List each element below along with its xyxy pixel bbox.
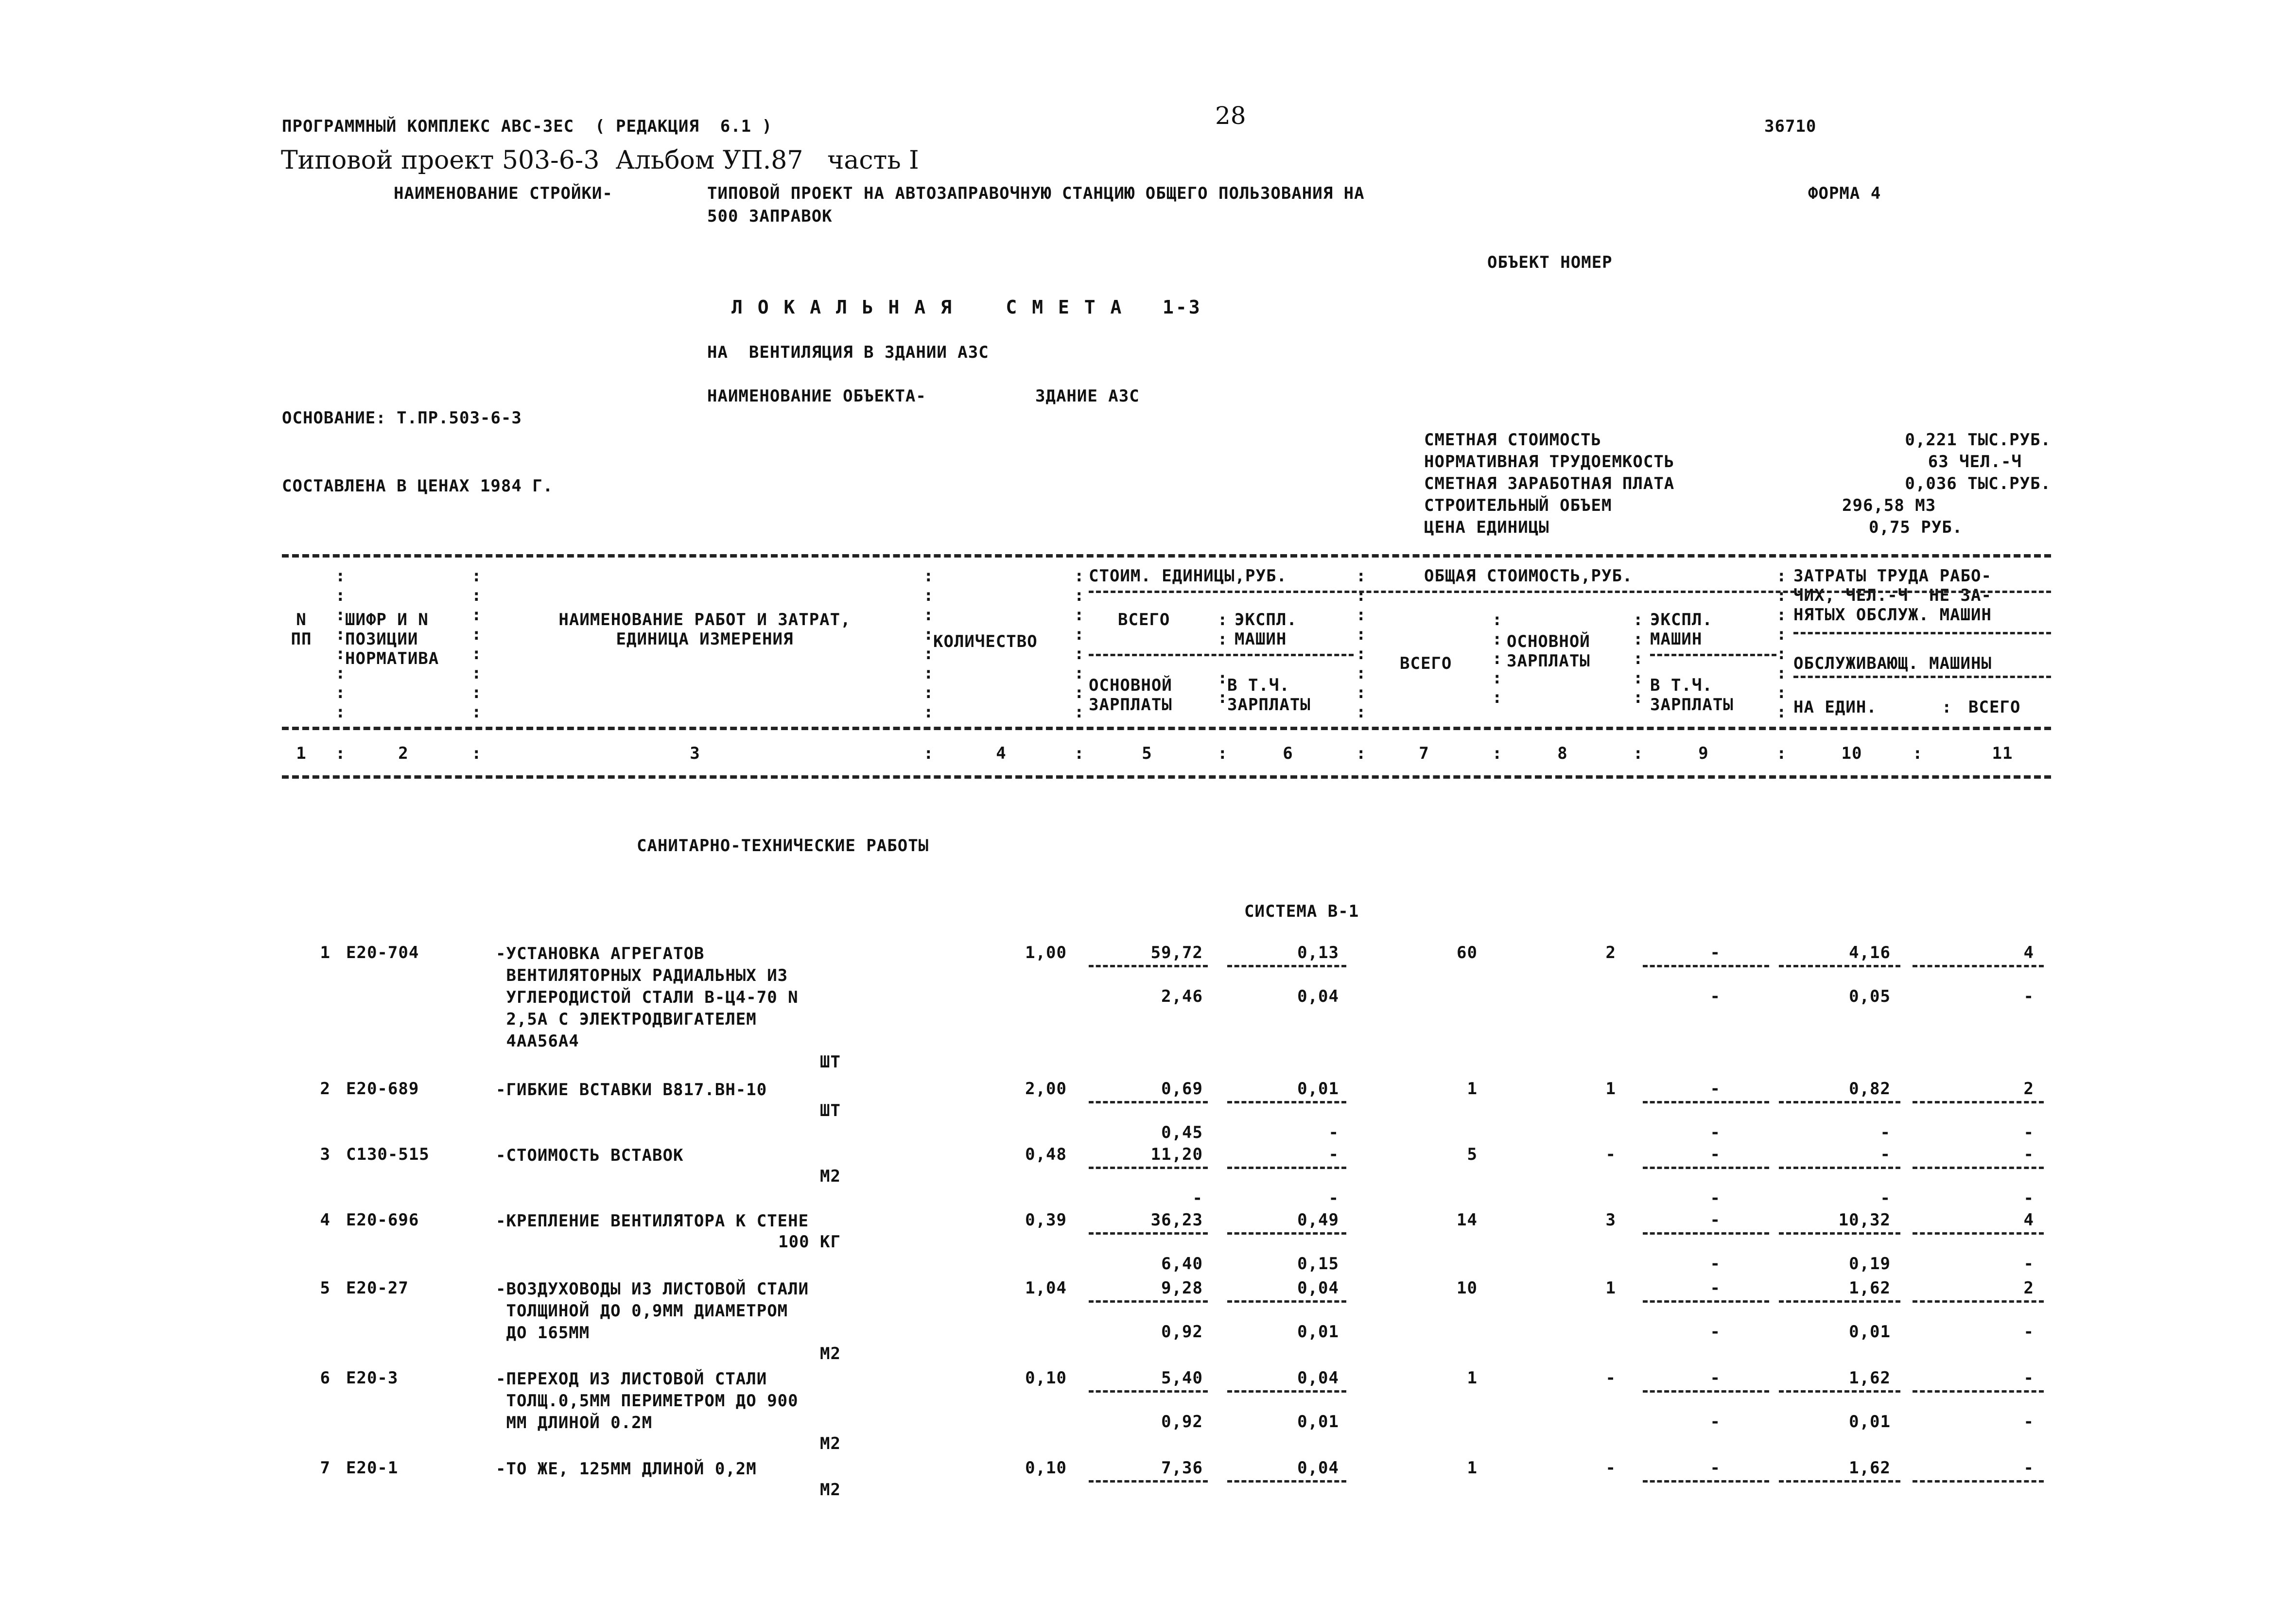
header-inner-rule [1650, 654, 1776, 656]
row-cell-c10: 1,62 [1849, 1458, 1891, 1478]
row-subcell-c9b: - [1710, 1123, 1721, 1142]
object-number: ОБЪЕКТ НОМЕР [1487, 253, 1613, 272]
row-subcell-c10b: 0,05 [1849, 987, 1891, 1006]
row-cell-qty: 2,00 [1025, 1079, 1067, 1099]
row-cell-c7: 10 [1457, 1278, 1478, 1298]
header-total-basic-wage: ОСНОВНОЙ ЗАРПЛАТЫ [1507, 632, 1590, 671]
row-sub-rule [1913, 1232, 2044, 1235]
row-cell-qty: 0,48 [1025, 1145, 1067, 1164]
row-number: 1 [320, 943, 330, 962]
row-subcell-c11b: - [2023, 987, 2034, 1006]
form-number: ФОРМА 4 [1808, 184, 1881, 203]
object-name-value: ЗДАНИЕ АЗС [1035, 386, 1140, 406]
row-cell-c8: - [1605, 1368, 1616, 1388]
header-labor-per-unit: НА ЕДИН. [1793, 698, 1877, 717]
row-subcell-c10b: 0,01 [1849, 1322, 1891, 1342]
header-unit-incl-wage: В Т.Ч. ЗАРПЛАТЫ [1227, 676, 1311, 715]
row-cell-c9: - [1710, 1210, 1721, 1230]
row-cell-c9: - [1710, 1079, 1721, 1099]
header-col-code: ШИФР И N ПОЗИЦИИ НОРМАТИВА [345, 610, 439, 668]
header-unit-cost: СТОИМ. ЕДИНИЦЫ,РУБ. [1089, 566, 1287, 586]
row-sub-rule [1913, 1101, 2044, 1103]
row-subcell-c10b: - [1880, 1123, 1891, 1142]
price-basis: СОСТАВЛЕНА В ЦЕНАХ 1984 Г. [282, 476, 554, 496]
row-name: -СТОИМОСТЬ ВСТАВОК [496, 1146, 684, 1165]
row-code: Е20-27 [346, 1278, 409, 1298]
row-cell-c11: - [2023, 1145, 2034, 1164]
row-subcell-c6b: - [1328, 1188, 1339, 1208]
document-code: 36710 [1764, 117, 1817, 136]
row-subcell-c10b: 0,01 [1849, 1412, 1891, 1432]
row-sub-rule [1089, 1232, 1208, 1235]
column-number: 6 [1283, 744, 1293, 763]
row-sub-rule [1643, 1300, 1769, 1303]
row-subcell-c9b: - [1710, 1188, 1721, 1208]
row-cell-c7: 1 [1467, 1368, 1478, 1388]
column-number: 4 [996, 744, 1007, 763]
row-cell-c6: - [1328, 1145, 1339, 1164]
row-cell-c9: - [1710, 1278, 1721, 1298]
row-subcell-c6b: - [1328, 1123, 1339, 1142]
row-code: Е20-1 [346, 1458, 399, 1478]
row-sub-rule [1779, 1390, 1900, 1393]
row-cell-c8: - [1605, 1145, 1616, 1164]
row-subcell-c6b: 0,01 [1297, 1412, 1339, 1432]
header-total-cost: ОБЩАЯ СТОИМОСТЬ,РУБ. [1424, 566, 1633, 586]
row-unit: М2 [820, 1344, 841, 1363]
row-cell-c6: 0,13 [1297, 943, 1339, 962]
row-number: 3 [320, 1145, 330, 1164]
row-cell-c5: 7,36 [1161, 1458, 1203, 1478]
row-subcell-c6b: 0,15 [1297, 1254, 1339, 1274]
row-cell-c7: 5 [1467, 1145, 1478, 1164]
column-number: 5 [1142, 744, 1152, 763]
row-sub-rule [1089, 1480, 1208, 1483]
row-cell-qty: 0,39 [1025, 1210, 1067, 1230]
row-unit: 100 КГ [778, 1232, 841, 1252]
row-cell-c6: 0,01 [1297, 1079, 1339, 1099]
row-name: -ПЕРЕХОД ИЗ ЛИСТОВОЙ СТАЛИ ТОЛЩ.0,5ММ ПЕРИМЕТРОМ ДО 900 ММ ДЛИНОЙ 0.2М [496, 1369, 799, 1432]
column-number: 1 [296, 744, 307, 763]
row-name: -ВОЗДУХОВОДЫ ИЗ ЛИСТОВОЙ СТАЛИ ТОЛЩИНОЙ ДО 0,9ММ ДИАМЕТРОМ ДО 165ММ [496, 1279, 809, 1343]
column-number: 8 [1557, 744, 1568, 763]
page-number: 28 [1215, 102, 1246, 130]
header-labor: ЗАТРАТЫ ТРУДА РАБО- ЧИХ, ЧЕЛ.-Ч НЕ ЗА- НЯТЫХ ОБСЛУЖ. МАШИН [1793, 566, 1992, 625]
row-unit: М2 [820, 1434, 841, 1453]
row-cell-c10: 4,16 [1849, 943, 1891, 962]
row-code: Е20-696 [346, 1210, 419, 1230]
row-number: 6 [320, 1368, 330, 1388]
row-cell-c6: 0,49 [1297, 1210, 1339, 1230]
row-cell-c11: - [2023, 1458, 2034, 1478]
row-code: Е20-3 [346, 1368, 399, 1388]
row-cell-c7: 1 [1467, 1458, 1478, 1478]
row-sub-rule [1913, 1300, 2044, 1303]
row-cell-c11: 4 [2023, 943, 2034, 962]
row-cell-c10: - [1880, 1145, 1891, 1164]
summary-value: 63 ЧЕЛ.-Ч [1928, 452, 2022, 472]
table-top-rule [282, 554, 2051, 558]
row-cell-c7: 14 [1457, 1210, 1478, 1230]
row-code: Е20-704 [346, 943, 419, 962]
row-subcell-c11b: - [2023, 1254, 2034, 1274]
row-cell-c6: 0,04 [1297, 1368, 1339, 1388]
row-cell-c9: - [1710, 1368, 1721, 1388]
basis: ОСНОВАНИЕ: Т.ПР.503-6-3 [282, 408, 522, 428]
header-inner-rule [1089, 654, 1354, 656]
row-sub-rule [1089, 1167, 1208, 1169]
project-title: Типовой проект 503-6-3 Альбом УП.87 часть I [281, 146, 919, 175]
row-cell-c9: - [1710, 1458, 1721, 1478]
row-sub-rule [1643, 1232, 1769, 1235]
row-sub-rule [1643, 1480, 1769, 1483]
row-code: С130-515 [346, 1145, 430, 1164]
row-subcell-c11b: - [2023, 1322, 2034, 1342]
row-subcell-c9b: - [1710, 1322, 1721, 1342]
column-number: 2 [398, 744, 409, 763]
row-sub-rule [1089, 1300, 1208, 1303]
row-cell-c7: 60 [1457, 943, 1478, 962]
summary-label: СМЕТНАЯ СТОИМОСТЬ [1424, 430, 1601, 450]
row-sub-rule [1643, 1167, 1769, 1169]
row-cell-c9: - [1710, 943, 1721, 962]
summary-label: ЦЕНА ЕДИНИЦЫ [1424, 518, 1549, 537]
header-inner-rule [1793, 676, 2051, 678]
row-cell-c6: 0,04 [1297, 1278, 1339, 1298]
row-cell-c6: 0,04 [1297, 1458, 1339, 1478]
header-labor-service: ОБСЛУЖИВАЮЩ. МАШИНЫ [1793, 654, 1992, 673]
row-cell-c9: - [1710, 1145, 1721, 1164]
summary-value: 0,221 ТЫС.РУБ. [1905, 430, 2051, 450]
header-inner-rule [1793, 632, 2051, 634]
row-unit: ШТ [820, 1101, 841, 1120]
row-sub-rule [1227, 1232, 1346, 1235]
row-name: -ТО ЖЕ, 125ММ ДЛИНОЙ 0,2М [496, 1459, 757, 1479]
row-number: 4 [320, 1210, 330, 1230]
row-subcell-c10b: - [1880, 1188, 1891, 1208]
program-name: ПРОГРАММНЫЙ КОМПЛЕКС АВС-3ЕС ( РЕДАКЦИЯ 6.1 ) [282, 117, 773, 136]
row-cell-c5: 9,28 [1161, 1278, 1203, 1298]
header-total-incl-wage: В Т.Ч. ЗАРПЛАТЫ [1650, 676, 1734, 715]
row-cell-c5: 11,20 [1150, 1145, 1203, 1164]
row-subcell-c5b: - [1192, 1188, 1203, 1208]
construction-value: ТИПОВОЙ ПРОЕКТ НА АВТОЗАПРАВОЧНУЮ СТАНЦИЮ ОБЩЕГО ПОЛЬЗОВАНИЯ НА [707, 184, 1365, 203]
row-sub-rule [1779, 1101, 1900, 1103]
numbers-bottom-rule [282, 775, 2051, 779]
row-cell-c10: 10,32 [1838, 1210, 1891, 1230]
row-cell-qty: 0,10 [1025, 1368, 1067, 1388]
row-sub-rule [1913, 1390, 2044, 1393]
construction-value-2: 500 ЗАПРАВОК [707, 207, 833, 226]
row-number: 5 [320, 1278, 330, 1298]
header-unit-total: ВСЕГО [1118, 610, 1170, 629]
column-number: 7 [1419, 744, 1429, 763]
row-cell-c10: 0,82 [1849, 1079, 1891, 1099]
row-sub-rule [1779, 1167, 1900, 1169]
summary-label: СМЕТНАЯ ЗАРАБОТНАЯ ПЛАТА [1424, 474, 1675, 493]
row-cell-c11: 2 [2023, 1079, 2034, 1099]
column-number: 11 [1992, 744, 2013, 763]
row-subcell-c6b: 0,01 [1297, 1322, 1339, 1342]
summary-label: СТРОИТЕЛЬНЫЙ ОБЪЕМ [1424, 496, 1612, 515]
header-unit-basic-wage: ОСНОВНОЙ ЗАРПЛАТЫ [1089, 676, 1172, 715]
construction-label: НАИМЕНОВАНИЕ СТРОЙКИ- [394, 184, 613, 203]
row-sub-rule [1779, 965, 1900, 967]
row-cell-c5: 5,40 [1161, 1368, 1203, 1388]
row-cell-c8: 2 [1605, 943, 1616, 962]
row-sub-rule [1913, 1480, 2044, 1483]
row-name: -УСТАНОВКА АГРЕГАТОВ ВЕНТИЛЯТОРНЫХ РАДИАЛЬНЫХ ИЗ УГЛЕРОДИСТОЙ СТАЛИ В-Ц4-70 N 2,5А С ЭЛЕКТРОДВИГАТЕЛЕМ 4АА56А4 [496, 944, 799, 1051]
header-inner-rule [1089, 591, 2051, 593]
header-total-all: ВСЕГО [1400, 654, 1452, 673]
row-cell-c11: 4 [2023, 1210, 2034, 1230]
row-sub-rule [1089, 1101, 1208, 1103]
row-unit: М2 [820, 1480, 841, 1500]
row-cell-c5: 36,23 [1150, 1210, 1203, 1230]
row-subcell-c9b: - [1710, 987, 1721, 1006]
row-number: 2 [320, 1079, 330, 1099]
row-unit: ШТ [820, 1052, 841, 1072]
row-subcell-c6b: 0,04 [1297, 987, 1339, 1006]
row-number: 7 [320, 1458, 330, 1478]
row-cell-c11: - [2023, 1368, 2034, 1388]
row-cell-c11: 2 [2023, 1278, 2034, 1298]
section-title: САНИТАРНО-ТЕХНИЧЕСКИЕ РАБОТЫ [637, 836, 929, 856]
estimate-subtitle: НА ВЕНТИЛЯЦИЯ В ЗДАНИИ АЗС [707, 343, 989, 362]
row-cell-c8: 1 [1605, 1079, 1616, 1099]
row-cell-qty: 1,00 [1025, 943, 1067, 962]
header-col-name: НАИМЕНОВАНИЕ РАБОТ И ЗАТРАТ, ЕДИНИЦА ИЗМЕРЕНИЯ [558, 610, 851, 649]
summary-label: НОРМАТИВНАЯ ТРУДОЕМКОСТЬ [1424, 452, 1675, 472]
row-sub-rule [1227, 1167, 1346, 1169]
row-cell-c5: 0,69 [1161, 1079, 1203, 1099]
row-subcell-c5b: 0,92 [1161, 1322, 1203, 1342]
summary-value: 0,75 РУБ. [1869, 518, 1963, 537]
row-subcell-c5b: 0,92 [1161, 1412, 1203, 1432]
row-sub-rule [1227, 1480, 1346, 1483]
system-title: СИСТЕМА В-1 [1244, 902, 1359, 921]
estimate-title: Л О К А Л Ь Н А Я С М Е Т А 1-3 [731, 297, 1202, 318]
object-name-label: НАИМЕНОВАНИЕ ОБЪЕКТА- [707, 386, 926, 406]
row-subcell-c5b: 2,46 [1161, 987, 1203, 1006]
row-cell-c8: 3 [1605, 1210, 1616, 1230]
row-cell-qty: 0,10 [1025, 1458, 1067, 1478]
row-sub-rule [1643, 965, 1769, 967]
row-cell-c7: 1 [1467, 1079, 1478, 1099]
header-labor-total: ВСЕГО [1968, 698, 2021, 717]
row-sub-rule [1779, 1232, 1900, 1235]
row-subcell-c10b: 0,19 [1849, 1254, 1891, 1274]
row-sub-rule [1227, 1101, 1346, 1103]
header-total-machine: ЭКСПЛ. МАШИН [1650, 610, 1713, 649]
header-bottom-rule [282, 727, 2051, 730]
row-sub-rule [1089, 1390, 1208, 1393]
row-subcell-c11b: - [2023, 1188, 2034, 1208]
row-cell-c8: - [1605, 1458, 1616, 1478]
row-subcell-c11b: - [2023, 1123, 2034, 1142]
row-sub-rule [1913, 965, 2044, 967]
row-name: -КРЕПЛЕНИЕ ВЕНТИЛЯТОРА К СТЕНЕ [496, 1211, 809, 1231]
column-number: 10 [1841, 744, 1862, 763]
row-unit: М2 [820, 1167, 841, 1186]
summary-value: 296,58 М3 [1842, 496, 1936, 515]
row-cell-qty: 1,04 [1025, 1278, 1067, 1298]
summary-value: 0,036 ТЫС.РУБ. [1905, 474, 2051, 493]
row-cell-c10: 1,62 [1849, 1368, 1891, 1388]
row-subcell-c5b: 0,45 [1161, 1123, 1203, 1142]
column-number: 3 [690, 744, 700, 763]
row-cell-c5: 59,72 [1150, 943, 1203, 962]
row-sub-rule [1227, 1300, 1346, 1303]
header-col-number: N ПП [291, 610, 312, 649]
row-code: Е20-689 [346, 1079, 419, 1099]
header-col-quantity: КОЛИЧЕСТВО [933, 632, 1038, 651]
row-subcell-c5b: 6,40 [1161, 1254, 1203, 1274]
column-number: 9 [1698, 744, 1709, 763]
row-sub-rule [1779, 1300, 1900, 1303]
row-subcell-c9b: - [1710, 1254, 1721, 1274]
row-sub-rule [1227, 965, 1346, 967]
row-subcell-c11b: - [2023, 1412, 2034, 1432]
row-subcell-c9b: - [1710, 1412, 1721, 1432]
row-sub-rule [1779, 1480, 1900, 1483]
row-sub-rule [1227, 1390, 1346, 1393]
header-unit-machine: ЭКСПЛ. МАШИН [1235, 610, 1297, 649]
row-cell-c10: 1,62 [1849, 1278, 1891, 1298]
row-sub-rule [1643, 1101, 1769, 1103]
row-sub-rule [1089, 965, 1208, 967]
row-sub-rule [1913, 1167, 2044, 1169]
row-sub-rule [1643, 1390, 1769, 1393]
row-name: -ГИБКИЕ ВСТАВКИ В817.ВН-10 [496, 1080, 767, 1100]
row-cell-c8: 1 [1605, 1278, 1616, 1298]
